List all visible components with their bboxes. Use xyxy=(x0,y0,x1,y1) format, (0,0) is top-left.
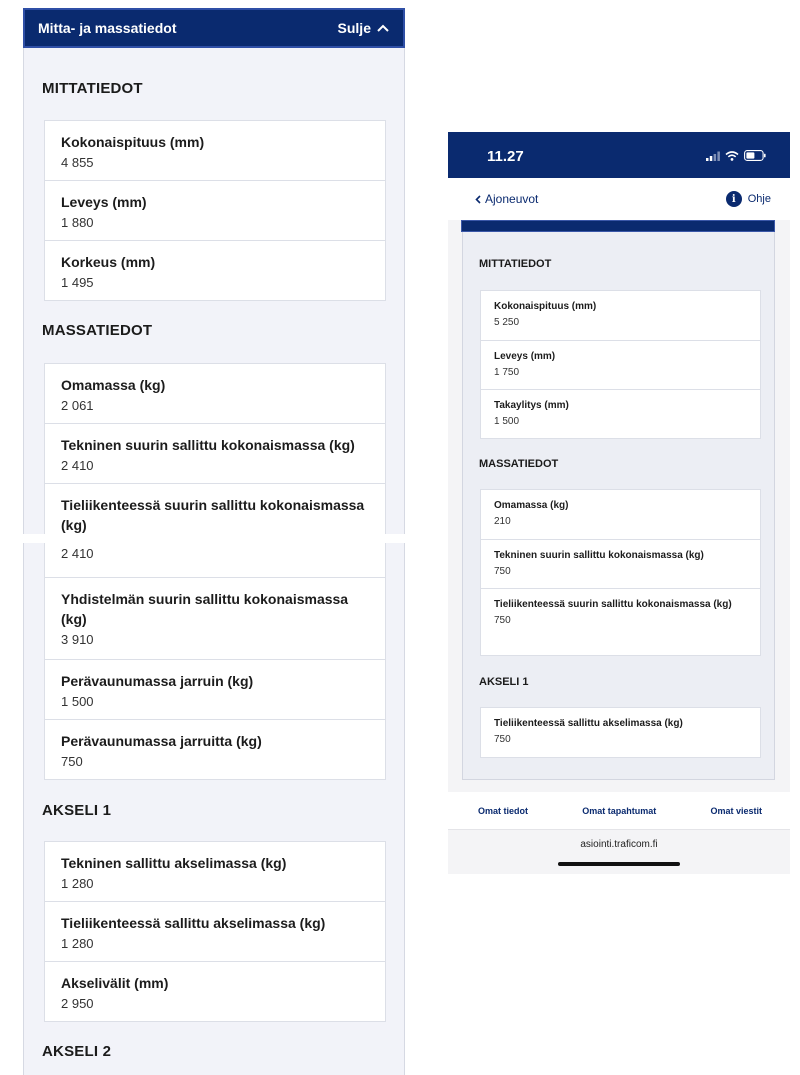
item-value: 2 410 xyxy=(61,546,94,561)
screenshot-seam xyxy=(0,534,420,543)
accordion-body xyxy=(23,48,405,1075)
item-label: Leveys (mm) xyxy=(494,351,556,362)
list-item xyxy=(45,720,385,779)
item-label: Tekninen suurin sallittu kokonaismassa (kg) xyxy=(61,437,355,453)
wifi-icon xyxy=(725,151,739,161)
list-item xyxy=(481,291,760,341)
list-item xyxy=(481,708,760,757)
item-label: Tekninen suurin sallittu kokonaismassa (kg) xyxy=(494,550,704,561)
info-icon: i xyxy=(726,191,742,207)
item-value: 4 855 xyxy=(61,155,94,170)
accordion-header-collapsed[interactable] xyxy=(461,220,775,232)
section-title-akseli-1: AKSELI 1 xyxy=(42,802,112,819)
section-title-massatiedot: MASSATIEDOT xyxy=(479,458,559,470)
item-value: 210 xyxy=(494,516,511,527)
item-value: 2 410 xyxy=(61,458,94,473)
card-mittatiedot xyxy=(480,290,761,439)
mobile-accordion-body xyxy=(462,232,775,780)
mobile-screenshot xyxy=(448,132,790,874)
item-value: 1 750 xyxy=(494,367,520,378)
item-value: 750 xyxy=(494,734,511,745)
list-item xyxy=(481,341,760,390)
list-item xyxy=(45,484,385,578)
list-item xyxy=(45,962,385,1021)
item-label: Kokonaispituus (mm) xyxy=(61,134,205,150)
chevron-left-icon xyxy=(475,195,481,204)
close-button[interactable] xyxy=(338,20,389,36)
item-label: Korkeus (mm) xyxy=(61,254,156,270)
item-label: Tekninen sallittu akselimassa (kg) xyxy=(61,855,287,871)
item-value: 1 280 xyxy=(61,876,94,891)
list-item xyxy=(45,181,385,241)
item-label: Akselivälit (mm) xyxy=(61,975,169,991)
status-icons xyxy=(706,150,766,161)
item-label: Leveys (mm) xyxy=(61,194,147,210)
item-value: 750 xyxy=(494,615,511,626)
item-label: Tieliikenteessä suurin sallittu kokonaismassa (kg) xyxy=(61,497,365,533)
card-mittatiedot xyxy=(44,120,386,301)
list-item xyxy=(45,364,385,424)
tab-omat-viestit[interactable]: Omat viestit xyxy=(710,805,762,816)
url-text[interactable]: asiointi.traficom.fi xyxy=(580,839,658,850)
list-item xyxy=(481,390,760,438)
item-label: Tieliikenteessä sallittu akselimassa (kg) xyxy=(494,718,683,729)
item-label: Tieliikenteessä sallittu akselimassa (kg) xyxy=(61,915,326,931)
accordion-header[interactable] xyxy=(23,8,405,48)
card-akseli-1 xyxy=(44,841,386,1022)
tab-omat-tapahtumat[interactable]: Omat tapahtumat xyxy=(582,805,657,816)
battery-icon xyxy=(744,150,766,161)
browser-url-bar xyxy=(448,831,790,874)
list-item xyxy=(45,578,385,660)
card-massatiedot xyxy=(480,489,761,656)
list-item xyxy=(481,589,760,655)
chevron-up-icon xyxy=(377,24,389,32)
bottom-tab-bar xyxy=(448,792,790,830)
item-value: 2 950 xyxy=(61,996,94,1011)
tab-omat-tiedot[interactable]: Omat tiedot xyxy=(478,805,529,816)
item-value: 750 xyxy=(494,566,511,577)
section-title-akseli-2: AKSELI 2 xyxy=(42,1043,112,1060)
item-value: 3 910 xyxy=(61,632,94,647)
item-value: 1 880 xyxy=(61,215,94,230)
back-link[interactable] xyxy=(475,192,538,206)
mobile-nav-bar xyxy=(448,178,790,220)
home-indicator[interactable] xyxy=(558,862,680,866)
item-label: Tieliikenteessä suurin sallittu kokonaismassa (kg) xyxy=(494,599,732,610)
item-label: Yhdistelmän suurin sallittu kokonaismassa (kg) xyxy=(61,591,349,627)
item-value: 1 495 xyxy=(61,275,94,290)
list-item xyxy=(45,241,385,300)
back-label: Ajoneuvot xyxy=(485,192,539,206)
list-item xyxy=(481,490,760,540)
item-value: 2 061 xyxy=(61,398,94,413)
signal-icon xyxy=(706,151,720,161)
help-label: Ohje xyxy=(747,193,771,205)
section-title-massatiedot: MASSATIEDOT xyxy=(42,322,153,339)
item-label: Omamassa (kg) xyxy=(61,377,166,393)
item-value: 1 500 xyxy=(61,694,94,709)
list-item xyxy=(45,660,385,720)
list-item xyxy=(45,902,385,962)
section-title-mittatiedot: MITTATIEDOT xyxy=(479,258,552,270)
status-bar xyxy=(448,132,790,178)
section-title-akseli-1: AKSELI 1 xyxy=(479,676,529,688)
status-time: 11.27 xyxy=(487,148,524,165)
card-massatiedot xyxy=(44,363,386,780)
item-value: 1 280 xyxy=(61,936,94,951)
section-title-mittatiedot: MITTATIEDOT xyxy=(42,80,143,97)
item-label: Omamassa (kg) xyxy=(494,500,569,511)
list-item xyxy=(45,424,385,484)
card-akseli-1 xyxy=(480,707,761,758)
item-label: Perävaunumassa jarruitta (kg) xyxy=(61,733,262,749)
help-button[interactable] xyxy=(726,191,771,207)
item-value: 5 250 xyxy=(494,317,520,328)
item-label: Takaylitys (mm) xyxy=(494,400,569,411)
list-item xyxy=(45,842,385,902)
accordion-title: Mitta- ja massatiedot xyxy=(38,20,177,36)
item-label: Perävaunumassa jarruin (kg) xyxy=(61,673,254,689)
list-item xyxy=(45,121,385,181)
item-value: 1 500 xyxy=(494,416,520,427)
list-item xyxy=(481,540,760,589)
item-label: Kokonaispituus (mm) xyxy=(494,301,597,312)
close-label: Sulje xyxy=(337,20,371,36)
item-value: 750 xyxy=(61,754,83,769)
